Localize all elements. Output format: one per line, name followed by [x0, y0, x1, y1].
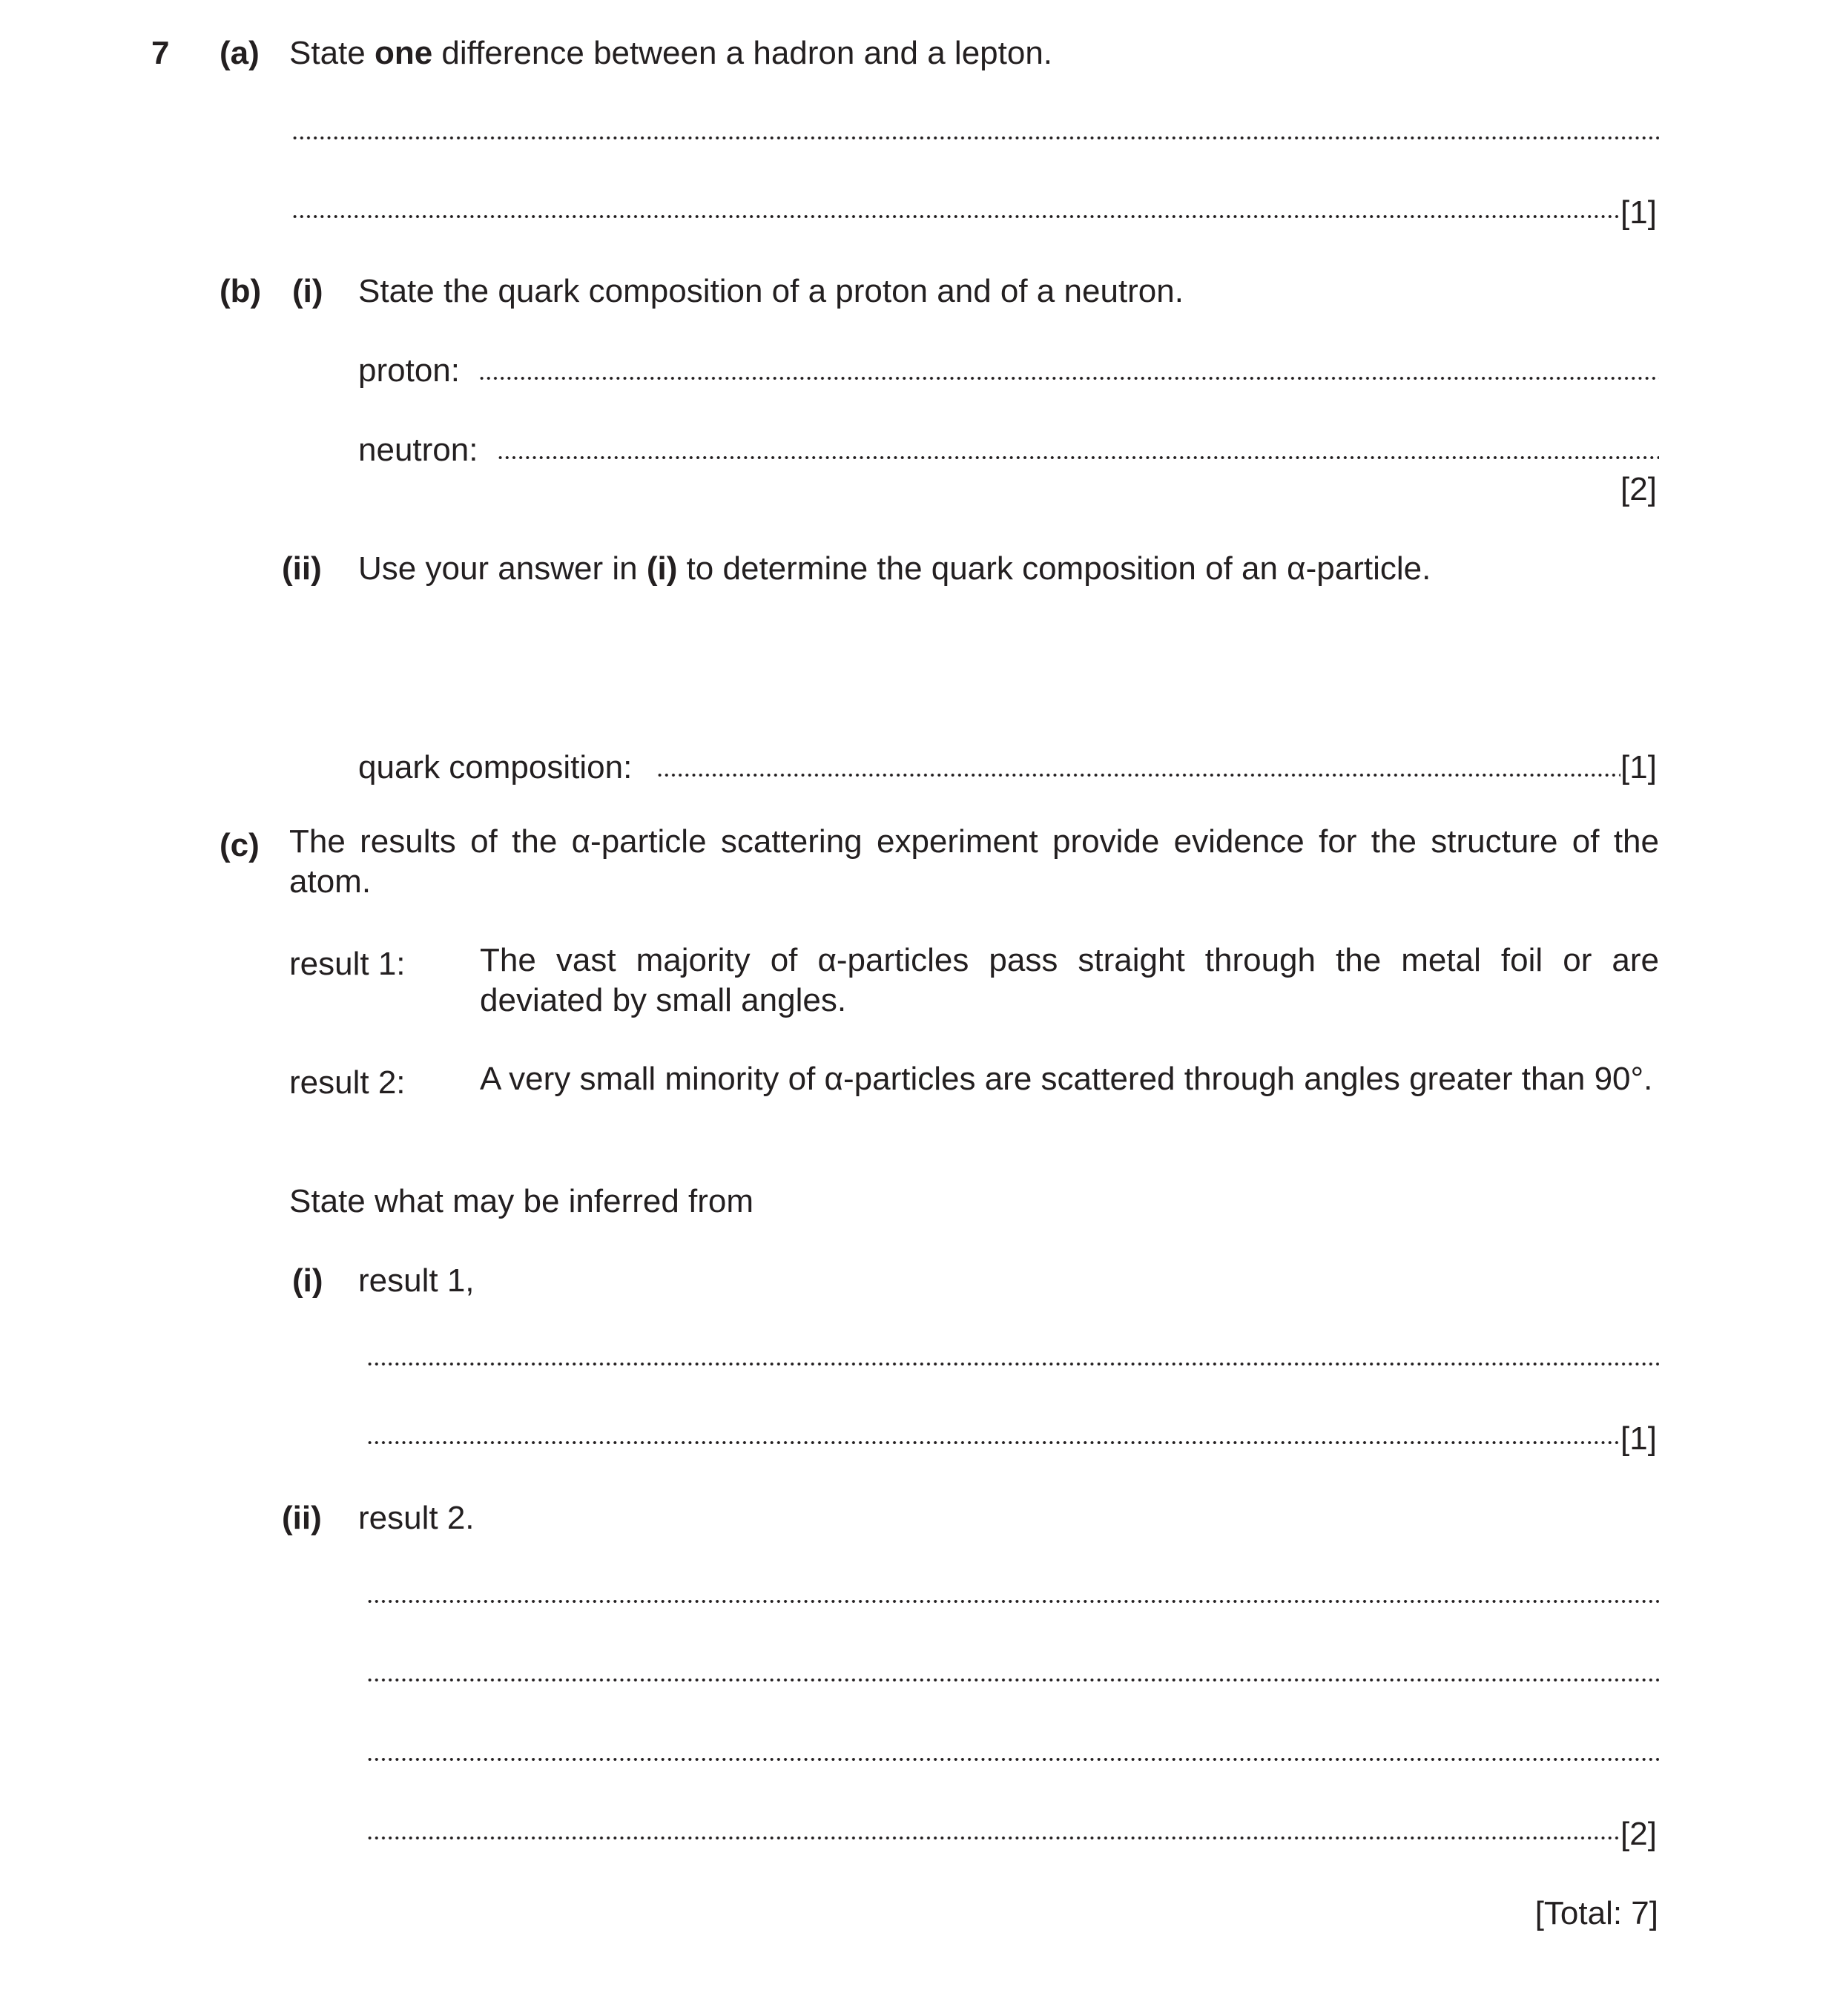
result-1-text: The vast majority of α-particles pass straight through the metal foil or are deviated by small angles.: [480, 942, 1659, 1018]
answer-line-c-ii-3[interactable]: [366, 1758, 1659, 1761]
part-b-ii-text-bold: (i): [646, 550, 678, 587]
answer-line-c-i-2[interactable]: [366, 1441, 1620, 1444]
part-a-question: [289, 37, 1052, 70]
neutron-label: neutron:: [358, 432, 478, 468]
part-c-ii-label: (ii): [282, 1500, 322, 1536]
part-a-text-after: difference between a hadron and a lepton.: [432, 35, 1053, 71]
answer-line-c-ii-2[interactable]: [366, 1679, 1659, 1681]
mark-a: [1]: [1620, 194, 1657, 231]
part-c-ii-question: result 2.: [358, 1500, 475, 1536]
result-1-label: result 1:: [289, 946, 406, 982]
total-marks: [Total: 7]: [1534, 1895, 1658, 1931]
quark-composition-answer-line[interactable]: [656, 774, 1620, 777]
proton-label: proton:: [358, 352, 460, 389]
answer-line-c-ii-1[interactable]: [366, 1600, 1659, 1603]
answer-line-c-ii-4[interactable]: [366, 1837, 1620, 1839]
question-number: 7: [151, 35, 170, 71]
result-2-text: A very small minority of α-particles are scattered through angles greater than 90°.: [480, 1061, 1653, 1097]
mark-c-ii: [2]: [1620, 1816, 1657, 1852]
mark-b-ii: [1]: [1620, 749, 1657, 785]
part-b-label: (b): [220, 273, 262, 309]
part-a-text-bold: one: [374, 35, 433, 71]
mark-c-i: [1]: [1620, 1420, 1657, 1457]
part-c-label: (c): [220, 827, 260, 863]
part-b-ii-text-before: Use your answer in: [358, 550, 647, 587]
part-b-ii-text-after: to determine the quark composition of an α-particle.: [677, 550, 1431, 587]
part-b-ii-label: (ii): [282, 550, 322, 587]
part-a-text-before: State: [289, 35, 375, 71]
mark-b-i: [2]: [1620, 471, 1657, 507]
proton-answer-line[interactable]: [478, 377, 1659, 380]
neutron-answer-line[interactable]: [497, 456, 1659, 459]
part-c-i-label: (i): [292, 1262, 323, 1299]
part-b-i-question: State the quark composition of a proton and of a neutron.: [358, 273, 1184, 309]
answer-line-c-i-1[interactable]: [366, 1363, 1659, 1366]
part-c-i-question: result 1,: [358, 1262, 475, 1299]
answer-line-a-1[interactable]: [291, 136, 1659, 139]
part-b-i-label: (i): [292, 273, 323, 309]
quark-composition-label: quark composition:: [358, 749, 633, 785]
part-c-prompt: State what may be inferred from: [289, 1183, 754, 1219]
result-2-label: result 2:: [289, 1064, 406, 1101]
part-b-ii-question: [358, 550, 1431, 587]
part-a-label: (a): [220, 35, 260, 71]
part-c-intro: The results of the α-particle scattering experiment provide evidence for the structure of the atom.: [289, 823, 1659, 900]
answer-line-a-2[interactable]: [291, 215, 1620, 218]
